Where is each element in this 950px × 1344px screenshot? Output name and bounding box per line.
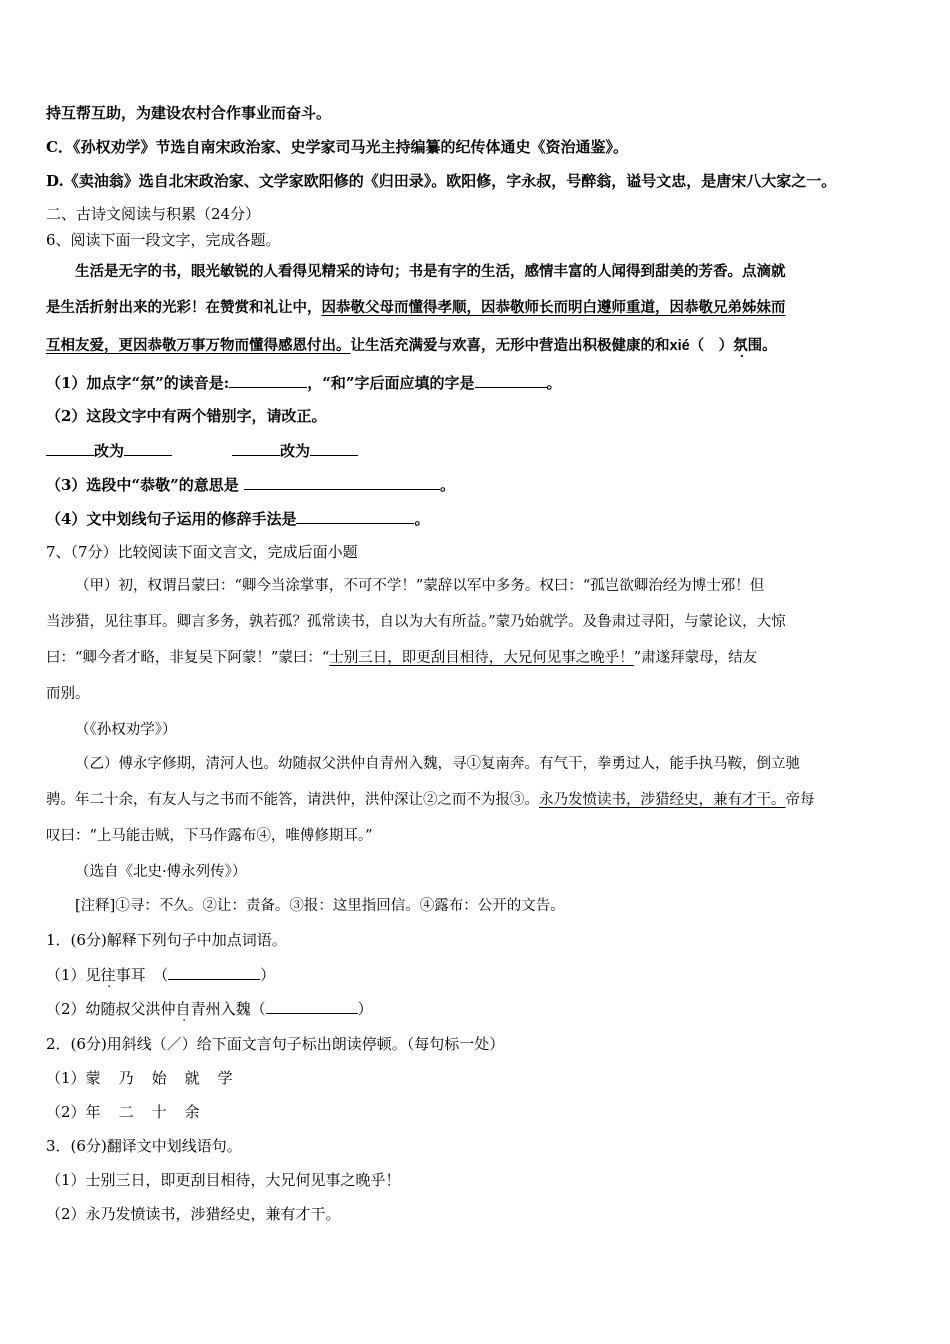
char: 十	[151, 1103, 167, 1121]
subquestion-2-item-1	[46, 1068, 251, 1088]
q6-sub-1	[46, 372, 562, 393]
subquestion-3-item-2: （2）永乃发愤读书，涉猎经史，兼有才干。	[46, 1205, 341, 1223]
char: 蒙	[85, 1069, 101, 1087]
passage-text: 帝每	[785, 792, 815, 808]
subquestion-3-title: 3．(6分)翻译文中划线语句。	[46, 1137, 242, 1155]
dotted-char-zi: 自	[175, 1000, 191, 1018]
answer-blank[interactable]	[244, 474, 440, 490]
q6-sub-2: （2）这段文字中有两个错别字，请改正。	[46, 407, 327, 425]
char: 余	[184, 1103, 200, 1121]
q6-sub-4-prompt: （4）文中划线句子运用的修辞手法是	[46, 510, 297, 528]
char: 就	[184, 1069, 200, 1087]
subquestion-3-item-1: （1）士别三日，即更刮目相待，大兄何见事之晚乎！	[46, 1171, 401, 1189]
change-to-label: 改为	[280, 442, 311, 460]
section-heading: 二、古诗文阅读与积累（24分）	[46, 205, 261, 223]
answer-blank[interactable]	[229, 372, 307, 388]
q7-notes: [注释]①寻：不久。②让：责备。③报：这里指回信。④露布：公开的文告。	[75, 898, 565, 914]
char: 二	[118, 1103, 134, 1121]
answer-blank[interactable]	[124, 440, 172, 456]
answer-blank[interactable]	[232, 440, 280, 456]
q7-passage-a-line-4: 而别。	[46, 686, 90, 702]
q6-passage-text: 围。	[747, 337, 777, 354]
option-d: D.《卖油翁》选自北宋政治家、文学家欧阳修的《归田录》。欧阳修，字永叔，号醉翁，谥号文忠，是唐宋八大家之一。	[46, 172, 837, 190]
underlined-sentence-b: 永乃发愤读书，涉猎经史，兼有才干。	[539, 792, 786, 808]
q6-sub-4	[46, 508, 429, 529]
q6-passage-line-3	[46, 336, 777, 356]
item-text: ）	[357, 1000, 373, 1018]
item-text: （1）见	[46, 966, 101, 984]
q7-passage-a-line-3	[46, 648, 757, 668]
subquestion-1-title: 1．(6分)解释下列句子中加点词语。	[46, 931, 287, 949]
q6-sub-3	[46, 474, 455, 495]
answer-blank[interactable]	[266, 998, 358, 1014]
question-6-title: 6、阅读下面一段文字，完成各题。	[46, 231, 281, 249]
item-text: ）	[260, 966, 276, 984]
q7-passage-a-line-2: 当涉猎，见往事耳。卿言多务，孰若孤？孤常读书，自以为大有所益。”蒙乃始就学。及鲁肃过寻阳，与蒙论议，大惊	[46, 614, 786, 630]
answer-paren: （ ）	[689, 337, 734, 354]
q6-underlined-sentence-end: 互相友爱，更因恭敬万事万物而懂得感恩付出。	[46, 337, 351, 354]
char: 乃	[118, 1069, 134, 1087]
q7-passage-a-line-1: （甲）初，权谓吕蒙曰：“卿今当涂掌事，不可不学！”蒙辞以军中多务。权曰：“孤岂欲卿治经为博士邪！但	[75, 578, 765, 594]
pinyin-xie: xié	[669, 338, 690, 354]
passage-text: 骋。年二十余，有友人与之书而不能答，请洪仲，洪仲深让②之而不为报③。	[46, 792, 539, 808]
answer-blank[interactable]	[296, 508, 414, 524]
punct: 。	[546, 374, 562, 392]
subquestion-1-item-1	[46, 964, 275, 985]
item-text: 事耳 （	[115, 966, 169, 984]
answer-blank[interactable]	[46, 440, 94, 456]
punct: 。	[439, 476, 455, 494]
q6-sub-1-prompt-2: ，“和”字后面应填的字是	[307, 374, 475, 392]
change-to-label: 改为	[94, 442, 125, 460]
underlined-sentence-a: 士别三日，即更刮目相待，大兄何见事之晚乎！	[329, 650, 634, 666]
q6-underlined-sentence: 因恭敬父母而懂得孝顺，因恭敬师长而明白遵师重道，因恭敬兄弟姊妹而	[321, 299, 786, 316]
char: 年	[85, 1103, 101, 1121]
q6-passage-line-1: 生活是无字的书，眼光敏锐的人看得见精采的诗句；书是有字的生活，感情丰富的人闻得到甜美的芳香。点滴就	[75, 263, 786, 280]
q6-sub-1-prompt: （1）加点字“氛”的读音是:	[46, 374, 230, 392]
item-text: （2）幼随叔父洪仲	[46, 1000, 176, 1018]
q7-passage-a-source: （《孙权劝学》）	[75, 722, 177, 738]
item-number: （2）	[46, 1103, 86, 1121]
char: 始	[151, 1069, 167, 1087]
paragraph-continuation: 持互帮互助，为建设农村合作事业而奋斗。	[46, 104, 332, 122]
subquestion-2-item-2	[46, 1102, 218, 1122]
q7-passage-b-source: （选自《北史·傅永列传》）	[75, 864, 247, 880]
q6-sub-3-prompt: （3）选段中“恭敬”的意思是	[46, 476, 239, 494]
q6-passage-line-2	[46, 298, 786, 318]
subquestion-1-item-2	[46, 998, 373, 1019]
answer-blank[interactable]	[168, 964, 260, 980]
q7-passage-b-line-3: 叹曰：“上马能击贼，下马作露布④，唯傅修期耳。”	[46, 828, 373, 844]
q6-passage-text: 是生活折射出来的光彩！在赞赏和礼让中，	[46, 299, 322, 316]
item-number: （1）	[46, 1069, 86, 1087]
item-text: 青州入魏（	[190, 1000, 266, 1018]
option-c: C．《孙权劝学》节选自南宋政治家、史学家司马光主持编纂的纪传体通史《资治通鉴》。	[46, 138, 628, 156]
answer-blank[interactable]	[310, 440, 358, 456]
answer-blank[interactable]	[475, 372, 547, 388]
passage-text: 曰：“卿今者才略，非复吴下阿蒙！”蒙曰：“	[46, 650, 330, 666]
q7-passage-b-line-2	[46, 790, 815, 810]
q6-sub-2-answers	[46, 440, 358, 461]
dotted-char-fen: 氛	[733, 337, 748, 354]
punct: 。	[414, 510, 430, 528]
subquestion-2-title: 2．(6分)用斜线（／）给下面文言句子标出朗读停顿。（每句标一处）	[46, 1035, 505, 1053]
q6-passage-text: 让生活充满爱与欢喜，无形中营造出积极健康的和	[350, 337, 670, 354]
passage-text: ”肃遂拜蒙母，结友	[633, 650, 758, 666]
q7-passage-b-line-1: （乙）傅永字修期，清河人也。幼随叔父洪仲自青州入魏，寻①复南奔。有气干，拳勇过人，能手执马鞍，倒立驰	[75, 756, 800, 772]
char: 学	[217, 1069, 233, 1087]
question-7-title: 7、（7分）比较阅读下面文言文，完成后面小题	[46, 543, 358, 561]
dotted-char-wang: 往	[100, 966, 116, 984]
